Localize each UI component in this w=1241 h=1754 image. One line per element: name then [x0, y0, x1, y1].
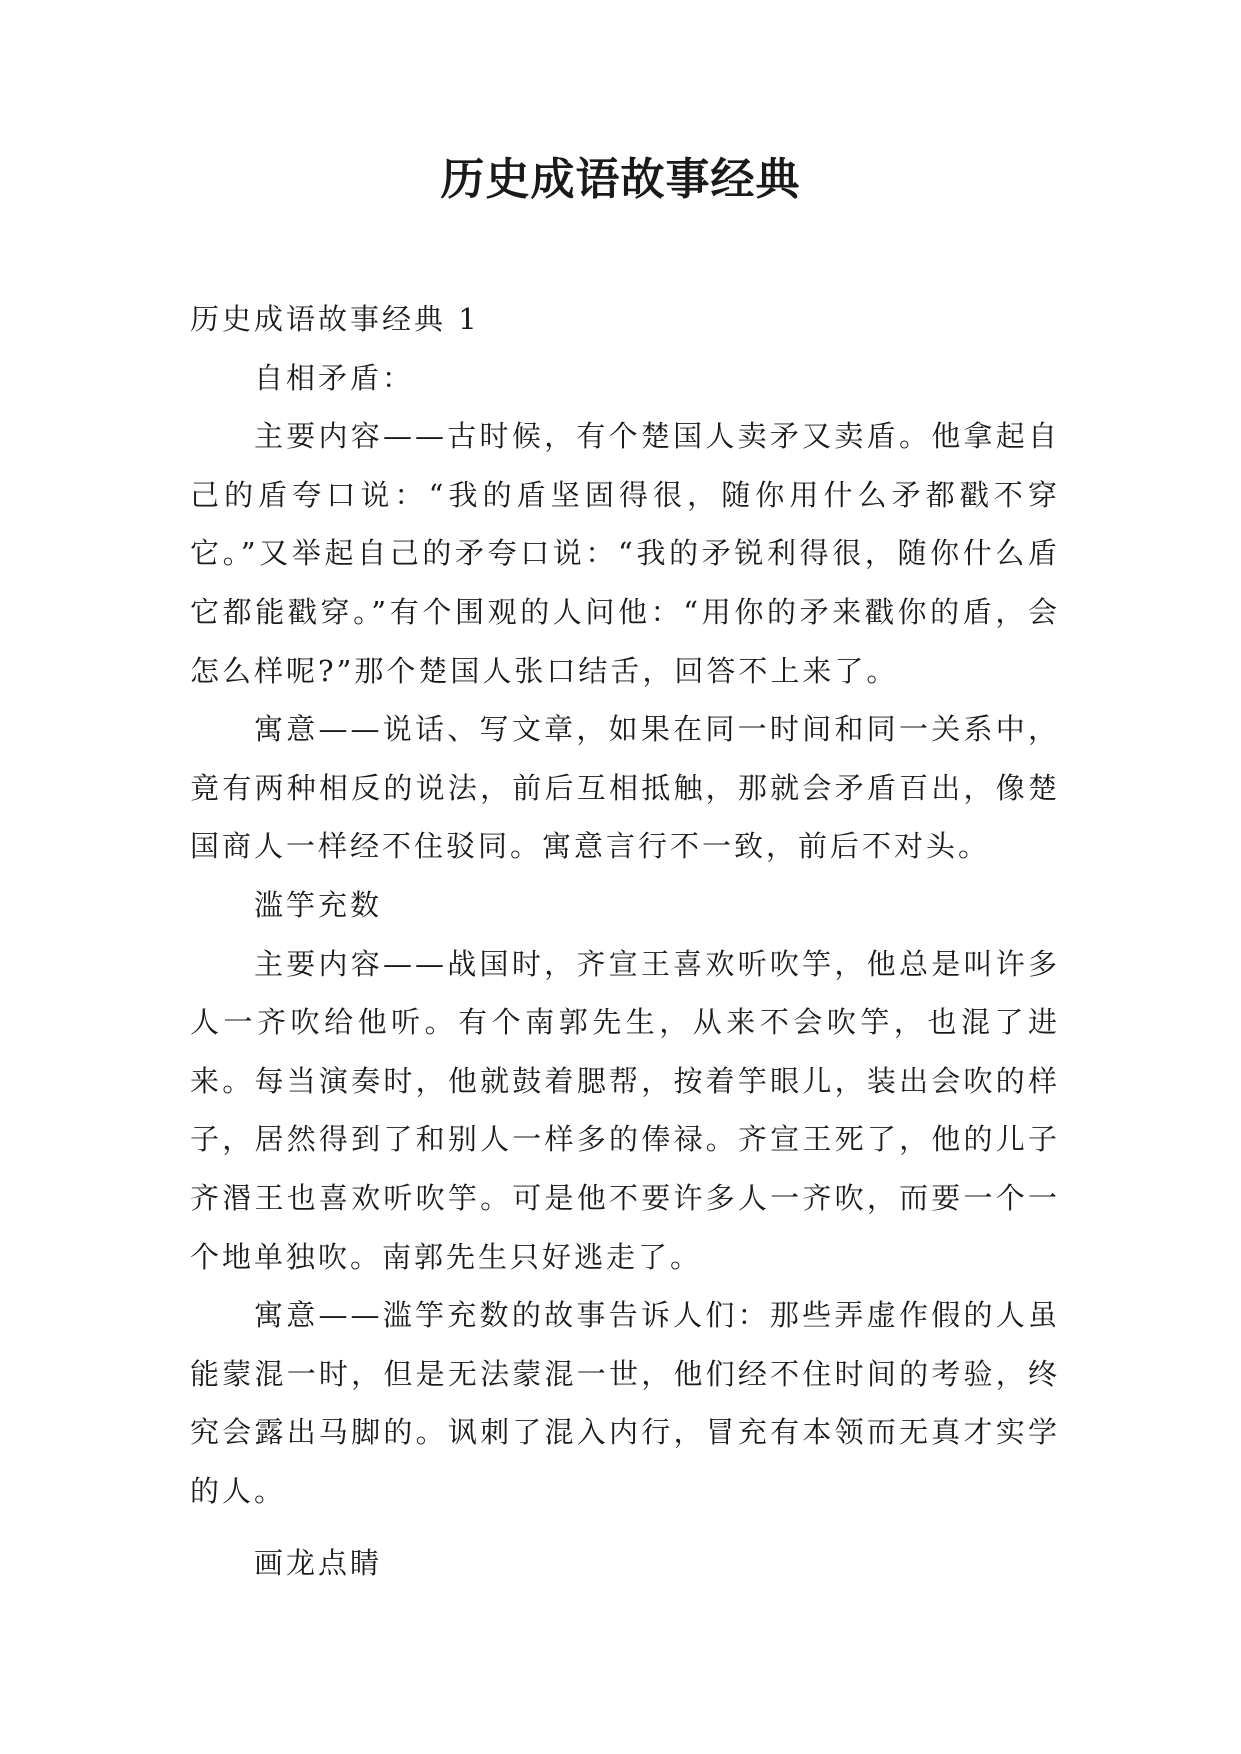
document-body	[190, 290, 1060, 1593]
document-title: 历史成语故事经典	[440, 154, 801, 205]
story-title: 滥竽充数	[254, 887, 383, 922]
story-title: 自相矛盾：	[254, 360, 415, 395]
section-heading: 历史成语故事经典 1	[190, 302, 480, 336]
story-meaning: 寓意——说话、写文章，如果在同一时间和同一关系中，竟有两种相反的说法，前后互相抵触，那就会矛盾百出，像楚国商人一样经不住驳同。寓意言行不一致，前后不对头。	[190, 712, 1060, 864]
story-meaning: 寓意——滥竽充数的故事告诉人们：那些弄虚作假的人虽能蒙混一时，但是无法蒙混一世，他们经不住时间的考验，终究会露出马脚的。讽刺了混入内行，冒充有本领而无真才实学的人。	[190, 1298, 1060, 1508]
story-content: 主要内容——战国时，齐宣王喜欢听吹竽，他总是叫许多人一齐吹给他听。有个南郭先生，从来不会吹竽，也混了进来。每当演奏时，他就鼓着腮帮，按着竽眼儿，装出会吹的样子，居然得到了和别人一样多的俸禄。齐宣王死了，他的儿子齐湣王也喜欢听吹竽。可是他不要许多人一齐吹，而要一个一个地单独吹。南郭先生只好逃走了。	[190, 946, 1060, 1274]
story-content: 主要内容——古时候，有个楚国人卖矛又卖盾。他拿起自己的盾夸口说：“我的盾坚固得很，随你用什么矛都戳不穿它。”又举起自己的矛夸口说：“我的矛锐利得很，随你什么盾它都能戳穿。”有个围观的人问他：“用你的矛来戳你的盾，会怎么样呢?”那个楚国人张口结舌，回答不上来了。	[190, 419, 1060, 688]
story-title: 画龙点睛	[254, 1546, 383, 1581]
